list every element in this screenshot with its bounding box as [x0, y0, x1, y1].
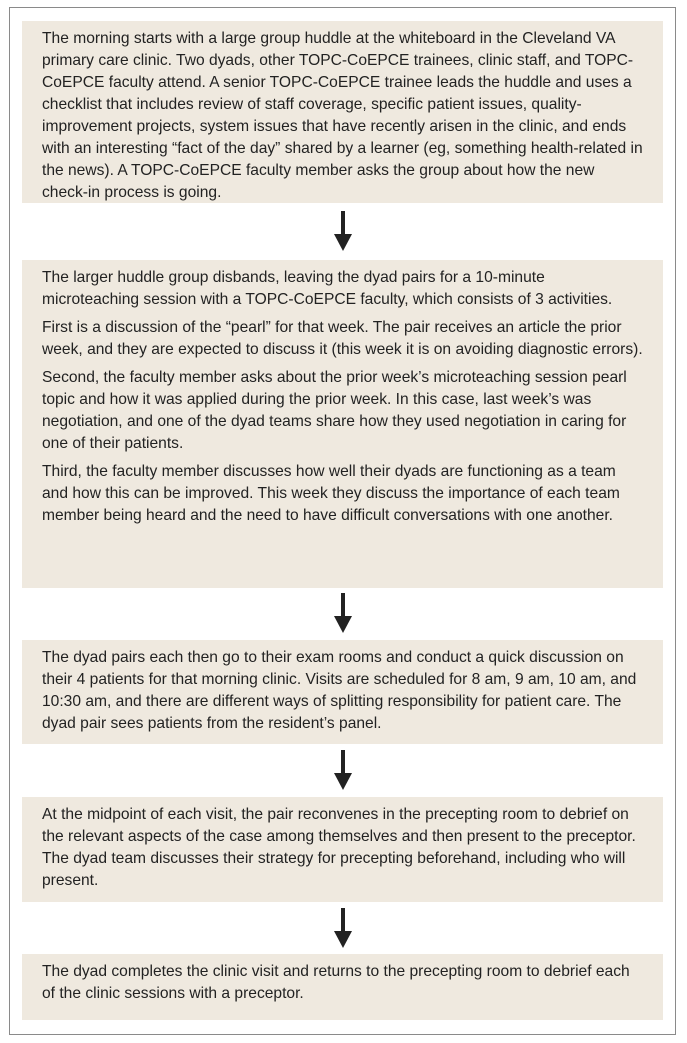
step-3-text: The dyad pairs each then go to their exam rooms and conduct a quick discussion on their 4 patients for that morning clinic. Visits are scheduled for 8 am, 9 am, 10 am, and 10:30 am, and there are different ways of splitting responsibility for patient care. The dyad pair sees patients from the resident’s panel.	[42, 649, 637, 732]
step-2-third-activity-text: Third, the faculty member discusses how well their dyads are functioning as a team and how this can be improved. This week they discuss the importance of each team member being heard and the need to have difficult conversations with one another.	[42, 463, 620, 524]
step-5-text: The dyad completes the clinic visit and returns to the precepting room to debrief each of the clinic sessions with a preceptor.	[42, 963, 630, 1002]
step-4-box	[22, 797, 663, 902]
arrow-down-icon	[333, 593, 353, 633]
arrow-down-icon	[333, 750, 353, 790]
step-1-box	[22, 21, 663, 203]
arrow-down-icon	[333, 908, 353, 948]
arrow-down-icon	[333, 211, 353, 251]
flowchart-frame	[9, 7, 676, 1035]
step-4-text: At the midpoint of each visit, the pair reconvenes in the precepting room to debrief on the relevant aspects of the case among themselves and then present to the preceptor. The dyad team discusses their strategy for precepting beforehand, including who will present.	[42, 806, 636, 889]
step-2-intro-text: The larger huddle group disbands, leaving the dyad pairs for a 10-minute microteaching session with a TOPC-CoEPCE faculty, which consists of 3 activities.	[42, 269, 613, 308]
step-2-first-activity-text: First is a discussion of the “pearl” for that week. The pair receives an article the prior week, and they are expected to discuss it (this week it is on avoiding diagnostic errors).	[42, 319, 643, 358]
step-5-box	[22, 954, 663, 1020]
step-3-box	[22, 640, 663, 744]
step-2-second-activity-text: Second, the faculty member asks about the prior week’s microteaching session pearl topic and how it was applied during the prior week. In this case, last week’s was negotiation, and one of the dyad teams share how they used negotiation in caring for one of their patients.	[42, 369, 627, 452]
step-1-text: The morning starts with a large group huddle at the whiteboard in the Cleveland VA primary care clinic. Two dyads, other TOPC-CoEPCE trainees, clinic staff, and TOPC-CoEPCE faculty attend. A senior TOPC-CoEPCE trainee leads the huddle and uses a checklist that includes review of staff coverage, specific patient issues, quality-improvement projects, system issues that have recently arisen in the clinic, and ends with an interesting “fact of the day” shared by a learner (eg, something health-related in the news). A TOPC-CoEPCE faculty member asks the group about how the new check-in process is going.	[42, 30, 643, 201]
step-2-box	[22, 260, 663, 588]
